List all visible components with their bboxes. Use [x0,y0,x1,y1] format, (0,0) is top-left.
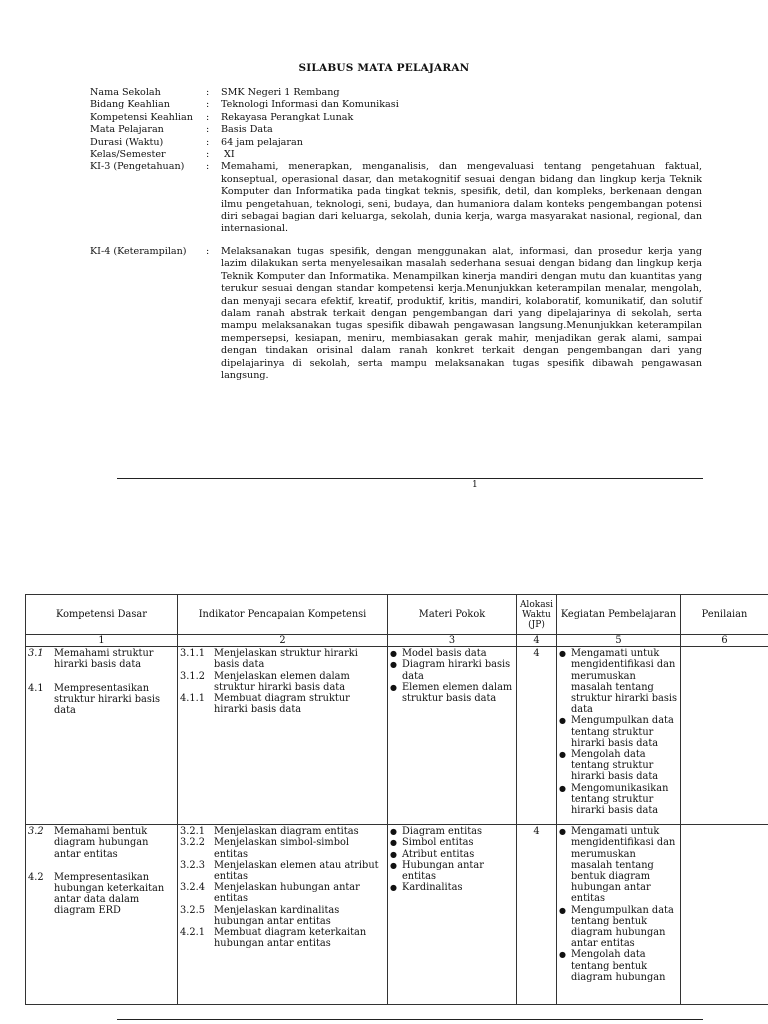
page-number: 1 [472,480,478,490]
column-number: 5 [557,635,681,647]
waktu-cell: 4 [517,647,557,825]
info-label: Bidang Keahlian [90,99,170,111]
syllabus-table [25,594,768,1005]
kd-cell [26,647,178,825]
info-label: Durasi (Waktu) [90,136,164,148]
materi-cell [388,825,517,1005]
info-row-ki4: KI-4 (Keterampilan) : Melaksanakan tugas spesifik, dengan menggunakan alat, informasi, dan prosedur kerja yang lazim dilakukan serta menyelesaikan masalah sederhana sesuai dengan bidang dan lingkup kerja Teknik Komputer dan Informatika. Menampilkan kinerja mandiri dengan mutu dan kuantitas yang terukur sesuai dengan standar kompetensi kerja.Menunjukkan keterampilan menalar, mengolah, dan menyaji secara efektif, kreatif, produktif, kritis, mandiri, kolaboratif, komunikatif, dan solutif dalam ranah abstrak terkait dengan pengembangan dari yang dipelajarinya di sekolah, serta mampu melaksanakan tugas spesifik dibawah pengawasan langsung.Menunjukkan keterampilan mempersepsi, kesiapan, meniru, membiasakan gerak mahir, menjadikan gerak alami, sampai dengan tindakan orisinal dalam ranah konkret terkait dengan pengembangan dari yang dipelajarinya di sekolah, serta mampu melaksanakan tugas spesifik dibawah pengawasan langsung. [90,245,702,381]
list-item: ● Mengumpulkan data tentang struktur hirarki basis data [559,715,674,749]
indikator-item: 3.2.5 Menjelaskan kardinalitas hubungan antar entitas [180,904,340,927]
column-number: 1 [26,635,178,647]
list-item: ● Mengolah data tentang struktur hirarki basis data [559,749,659,783]
info-value: SMK Negeri 1 Rembang [221,87,340,98]
column-number: 4 [517,635,557,647]
indikator-item: 3.1.1 Menjelaskan struktur hirarki basis data [180,648,358,671]
info-value: Teknologi Informasi dan Komunikasi [221,99,399,111]
list-item: ● Mengamati untuk mengidentifikasi dan merumuskan masalah tentang bentuk diagram hubungan antar entitas [559,826,676,905]
kegiatan-cell [557,647,681,825]
list-item: ● Model basis data [390,648,487,660]
info-value: XI [224,149,235,161]
header-kegiatan: Kegiatan Pembelajaran [557,595,681,635]
header-indikator: Indikator Pencapaian Kompetensi [178,595,388,635]
info-row-subject: Mata Pelajaran : Basis Data [90,124,702,136]
info-row-school: Nama Sekolah : SMK Negeri 1 Rembang [90,87,702,99]
page-divider [117,478,703,479]
info-row-duration: Durasi (Waktu) : 64 jam pelajaran [90,137,702,149]
list-item: ● Elemen elemen dalam struktur basis data [390,681,513,705]
table-header-row [26,595,768,635]
kd-item: 3.1 Memahami struktur hirarki basis data [28,648,154,671]
info-row-field: Bidang Keahlian : Teknologi Informasi dan Komunikasi [90,99,702,111]
info-label: Kompetensi Keahlian [90,111,193,123]
header-kompetensi-dasar: Kompetensi Dasar [26,595,178,635]
kd-item: 4.1 Mempresentasikan struktur hirarki basis data [28,682,161,717]
info-value: 64 jam pelajaran [221,136,303,148]
syllabus-info [90,87,702,382]
indikator-cell [178,825,388,1005]
info-row-competency: Kompetensi Keahlian : Rekayasa Perangkat Lunak [90,112,702,124]
indikator-item: 3.2.2 Menjelaskan simbol-simbol entitas [180,837,349,860]
table-row [26,647,768,825]
document-title: SILABUS MATA PELAJARAN [298,62,470,74]
list-item: ● Mengomunikasikan tentang struktur hirarki basis data [559,782,669,817]
info-label: Kelas/Semester [90,149,166,161]
list-item: ● Mengumpulkan data tentang bentuk diagram hubungan antar entitas [559,904,674,950]
table-row [26,825,768,1005]
penilaian-cell [681,647,768,825]
waktu-cell: 4 [517,825,557,1005]
kd-item: 3.2 Memahami bentuk diagram hubungan antar entitas [28,826,149,860]
ki4-label: KI-4 (Keterampilan) [90,245,187,257]
ki3-label: KI-3 (Pengetahuan) [90,161,185,173]
indikator-cell [178,647,388,825]
kd-cell [26,825,178,1005]
info-row-class: Kelas/Semester : XI [90,149,702,161]
column-number: 3 [388,635,517,647]
info-row-ki3: KI-3 (Pengetahuan) : Memahami, menerapkan, menganalisis, dan mengevaluasi tentang pengetahuan faktual, konseptual, operasional dasar, dan metakognitif sesuai dengan bidang dan lingkup kerja Teknik Komputer dan Informatika pada tingkat teknis, spesifik, detil, dan kompleks, berkenaan dengan ilmu pengetahuan, teknologi, seni, budaya, dan humaniora dalam konteks pengembangan potensi diri sebagai bagian dari keluarga, sekolah, dunia kerja, warga masyarakat nasional, regional, dan internasional. [90,161,702,235]
indikator-item: 3.2.3 Menjelaskan elemen atau atribut entitas [180,859,379,883]
indikator-item: 4.1.1 Membuat diagram struktur hirarki basis data [180,693,350,716]
kegiatan-cell [557,825,681,1005]
page-divider [117,1019,703,1020]
info-label: Mata Pelajaran [90,124,164,136]
indikator-item: 3.2.1 Menjelaskan diagram entitas [180,826,359,838]
ki4-text: Melaksanakan tugas spesifik, dengan menggunakan alat, informasi, dan prosedur kerja yang lazim dilakukan serta menyelesaikan masalah sederhana sesuai dengan bidang dan lingkup kerja Teknik Komputer dan Informatika. Menampilkan kinerja mandiri dengan mutu dan kuantitas yang terukur sesuai dengan standar kompetensi kerja.Menunjukkan keterampilan menalar, mengolah, dan menyaji secara efektif, kreatif, produktif, kritis, mandiri, kolaboratif, komunikatif, dan solutif dalam ranah abstrak terkait dengan pengembangan dari yang dipelajarinya di sekolah, serta mampu melaksanakan tugas spesifik dibawah pengawasan langsung.Menunjukkan keterampilan mempersepsi, kesiapan, meniru, membiasakan gerak mahir, menjadikan gerak alami, sampai dengan tindakan orisinal dalam ranah konkret terkait dengan pengembangan dari yang dipelajarinya di sekolah, serta mampu melaksanakan tugas spesifik dibawah pengawasan langsung. [221,245,702,381]
header-alokasi-waktu: Alokasi Waktu (JP) [517,595,557,635]
column-number-row [26,635,768,647]
list-item: ● Mengamati untuk mengidentifikasi dan merumuskan masalah tentang struktur hirarki basis data [559,648,678,716]
list-item: ● Kardinalitas [390,882,463,894]
info-value: Basis Data [221,124,273,136]
list-item: ● Atribut entitas [390,848,475,860]
info-label: Nama Sekolah [90,87,161,98]
list-item: ● Simbol entitas [390,837,474,849]
column-number: 2 [178,635,388,647]
ki3-text: Memahami, menerapkan, menganalisis, dan mengevaluasi tentang pengetahuan faktual, konseptual, operasional dasar, dan metakognitif sesuai dengan bidang dan lingkup kerja Teknik Komputer dan Informatika pada tingkat teknis, spesifik, detil, dan kompleks, berkenaan dengan ilmu pengetahuan, teknologi, seni, budaya, dan humaniora dalam konteks pengembangan potensi diri sebagai bagian dari keluarga, sekolah, dunia kerja, warga masyarakat nasional, regional, dan internasional. [221,161,702,235]
indikator-item: 3.1.2 Menjelaskan elemen dalam struktur hirarki basis data [180,670,350,693]
list-item: ● Hubungan antar entitas [390,859,484,883]
materi-cell [388,647,517,825]
penilaian-cell [681,825,768,1005]
list-item: ● Diagram entitas [390,826,483,838]
list-item: ● Diagram hirarki basis data [390,659,511,682]
header-penilaian: Penilaian [681,595,768,635]
column-number: 6 [681,635,768,647]
indikator-item: 3.2.4 Menjelaskan hubungan antar entitas [180,882,360,905]
kd-item: 4.2 Mempresentasikan hubungan keterkaitan antar data dalam diagram ERD [28,871,165,917]
header-materi-pokok: Materi Pokok [388,595,517,635]
info-value: Rekayasa Perangkat Lunak [221,111,354,123]
list-item: ● Mengolah data tentang bentuk diagram hubungan [559,949,666,983]
indikator-item: 4.2.1 Membuat diagram keterkaitan hubungan antar entitas [180,927,367,950]
